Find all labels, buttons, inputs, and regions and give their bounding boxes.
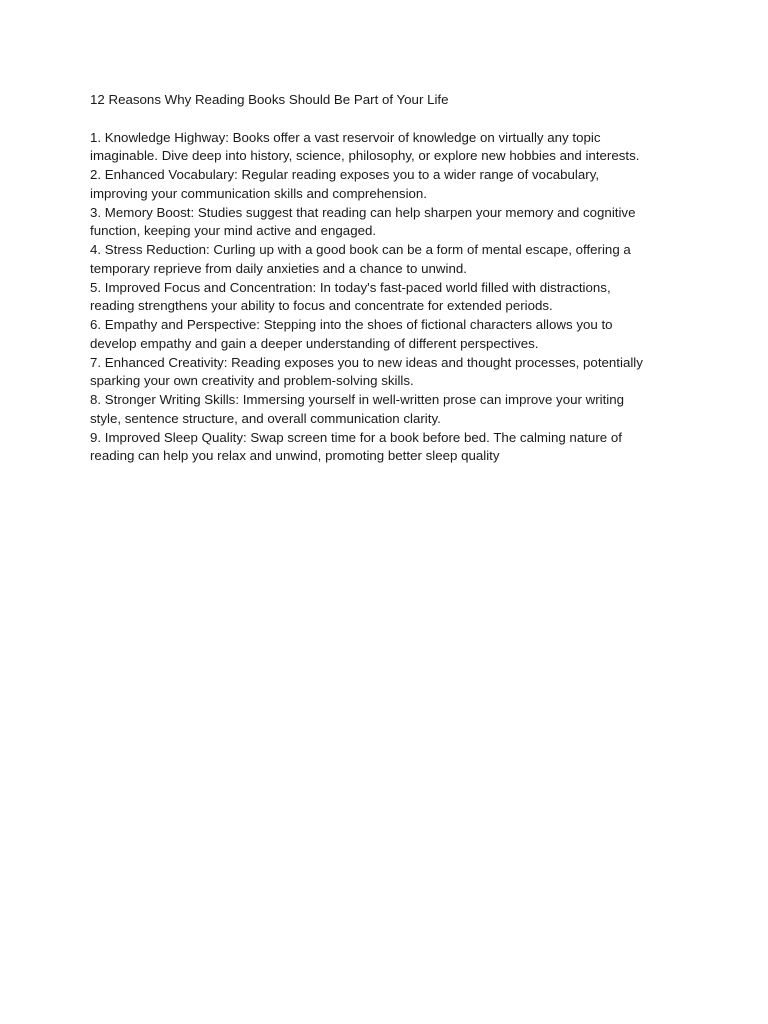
reason-text-line: reading strengthens your ability to focus and concentrate for extended periods.	[90, 298, 553, 314]
reason-text-line: 6. Empathy and Perspective: Stepping into the shoes of fictional characters allows you to	[90, 317, 613, 332]
reason-item-5	[90, 279, 690, 317]
reason-text-line: style, sentence structure, and overall communication clarity.	[90, 410, 441, 426]
reason-item-1	[90, 129, 690, 167]
reason-text-line: 1. Knowledge Highway: Books offer a vast reservoir of knowledge on virtually any topic	[90, 129, 601, 145]
reasons-list	[90, 129, 690, 467]
reason-text-line: 3. Memory Boost: Studies suggest that reading can help sharpen your memory and cognitive	[90, 204, 636, 220]
reason-item-3	[90, 204, 690, 242]
document-title: 12 Reasons Why Reading Books Should Be Part of Your Life	[90, 92, 449, 107]
reason-text-line: 4. Stress Reduction: Curling up with a good book can be a form of mental escape, offering a	[90, 242, 631, 257]
reason-text-line: temporary reprieve from daily anxieties and a chance to unwind.	[90, 260, 467, 276]
reason-text-line: improving your communication skills and comprehension.	[90, 185, 428, 201]
reason-item-2	[90, 166, 690, 204]
reason-text-line: develop empathy and gain a deeper understanding of different perspectives.	[90, 335, 539, 351]
reason-text-line: 2. Enhanced Vocabulary: Regular reading exposes you to a wider range of vocabulary,	[90, 167, 600, 182]
reason-text-line: 9. Improved Sleep Quality: Swap screen time for a book before bed. The calming nature of	[90, 429, 622, 445]
reason-text-line: reading can help you relax and unwind, promoting better sleep quality	[90, 448, 500, 464]
reason-item-4	[90, 241, 690, 279]
reason-text-line: function, keeping your mind active and engaged.	[90, 223, 377, 239]
document-body	[90, 91, 690, 466]
reason-item-9	[90, 429, 690, 467]
reason-text-line: 5. Improved Focus and Concentration: In today's fast-paced world filled with distractions,	[90, 279, 611, 295]
reason-text-line: sparking your own creativity and problem-solving skills.	[90, 373, 414, 389]
reason-text-line: 7. Enhanced Creativity: Reading exposes you to new ideas and thought processes, potentially	[90, 354, 643, 370]
reason-item-8	[90, 391, 690, 429]
reason-text-line: imaginable. Dive deep into history, science, philosophy, or explore new hobbies and interests.	[90, 148, 640, 164]
reason-text-line: 8. Stronger Writing Skills: Immersing yourself in well-written prose can improve your writing	[90, 392, 625, 407]
reason-item-7	[90, 354, 690, 392]
reason-item-6	[90, 316, 690, 354]
